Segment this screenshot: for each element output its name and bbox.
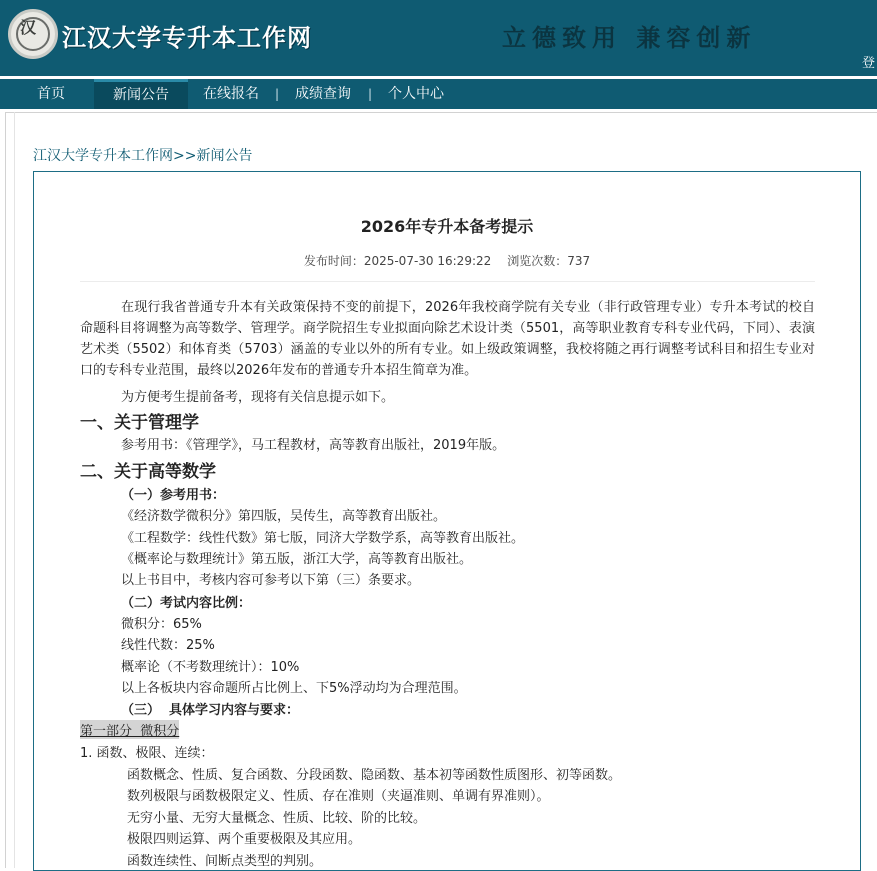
ratio-item: 概率论（不考数理统计）：10% [121,660,300,675]
section-math-heading: 二、关于高等数学 [80,462,216,482]
article-meta [0,252,877,269]
ratio-item: 微积分：65% [121,617,202,632]
breadcrumb-current[interactable]: 新闻公告 [196,148,253,164]
management-reference: 参考用书：《管理学》，马工程教材，高等教育出版社，2019年版。 [121,438,506,453]
ratio-item: 线性代数：25% [121,638,215,653]
ratio-note: 以上各板块内容命题所占比例上、下5%浮动均为合理范围。 [121,681,467,696]
nav-home[interactable]: 首页 [37,86,65,102]
nav-separator: | [275,87,280,101]
books-note: 以上书目中，考核内容可参考以下第（三）条要求。 [121,573,421,588]
book-item: 《概率论与数理统计》第五版，浙江大学，高等教育出版社。 [121,552,473,567]
book-item: 《工程数学：线性代数》第七版，同济大学数学系，高等教育出版社。 [121,531,525,546]
breadcrumb-separator: >> [173,148,197,164]
nav-profile[interactable]: 个人中心 [388,86,444,102]
publish-time: 发布时间：2025-07-30 16:29:22 [303,254,492,268]
subsection-content-heading: （三） 具体学习内容与要求： [121,703,300,718]
content-detail: 数列极限与函数极限定义、性质、存在准则（夹逼准则、单调有界准则）。 [127,789,550,804]
site-header [0,0,877,76]
subsection-books-heading: （一）参考用书： [121,488,226,503]
intro-paragraph-2: 为方便考生提前备考，现将有关信息提示如下。 [121,390,395,405]
content-detail: 函数连续性、间断点类型的判别。 [127,854,323,869]
breadcrumb [33,145,252,165]
nav-separator: | [368,87,373,101]
university-logo[interactable] [8,9,58,59]
view-count: 浏览次数：737 [507,254,591,268]
intro-paragraph: 在现行我省普通专升本有关政策保持不变的前提下，2026年我校商学院有关专业（非行政管理专业）专升本考试的校自命题科目将调整为高等数学、管理学。商学院招生专业拟面向除艺术设计类（5501，高等职业教育专科专业代码，下同）、表演艺术类（5502）和体育类（5703）涵盖的专业以外的所有专业。如上级政策调整，我校将随之再行调整考试科目和招生专业对口的专科专业范围，最终以2026年发布的普通专升本招生简章为准。 [80,300,815,378]
nav-news[interactable]: 新闻公告 [94,79,188,109]
breadcrumb-home[interactable]: 江汉大学专升本工作网 [33,148,173,164]
main-nav [0,76,877,109]
subsection-ratio-heading: （二）考试内容比例： [121,596,252,611]
logo-glyph: 汉 [19,18,36,37]
content-detail: 极限四则运算、两个重要极限及其应用。 [127,832,362,847]
university-motto: 立德致用 兼容创新 [502,23,757,52]
article-intro [80,297,815,381]
section-management-heading: 一、关于管理学 [80,413,199,433]
content-detail: 函数概念、性质、复合函数、分段函数、隐函数、基本初等函数性质图形、初等函数。 [127,768,622,783]
content-item-heading: 1. 函数、极限、连续： [80,746,214,761]
nav-scores[interactable]: 成绩查询 [295,86,351,102]
article-title: 2026年专升本备考提示 [360,217,534,236]
title-divider [80,281,815,282]
site-name[interactable]: 江汉大学专升本工作网 [62,24,312,52]
nav-register[interactable]: 在线报名 [203,86,259,102]
book-item: 《经济数学微积分》第四版，吴传生，高等教育出版社。 [121,509,447,524]
login-link[interactable]: 登 [862,56,876,71]
content-detail: 无穷小量、无穷大量概念、性质、比较、阶的比较。 [127,811,427,826]
part-one-label: 第一部分 微积分 [80,720,179,739]
